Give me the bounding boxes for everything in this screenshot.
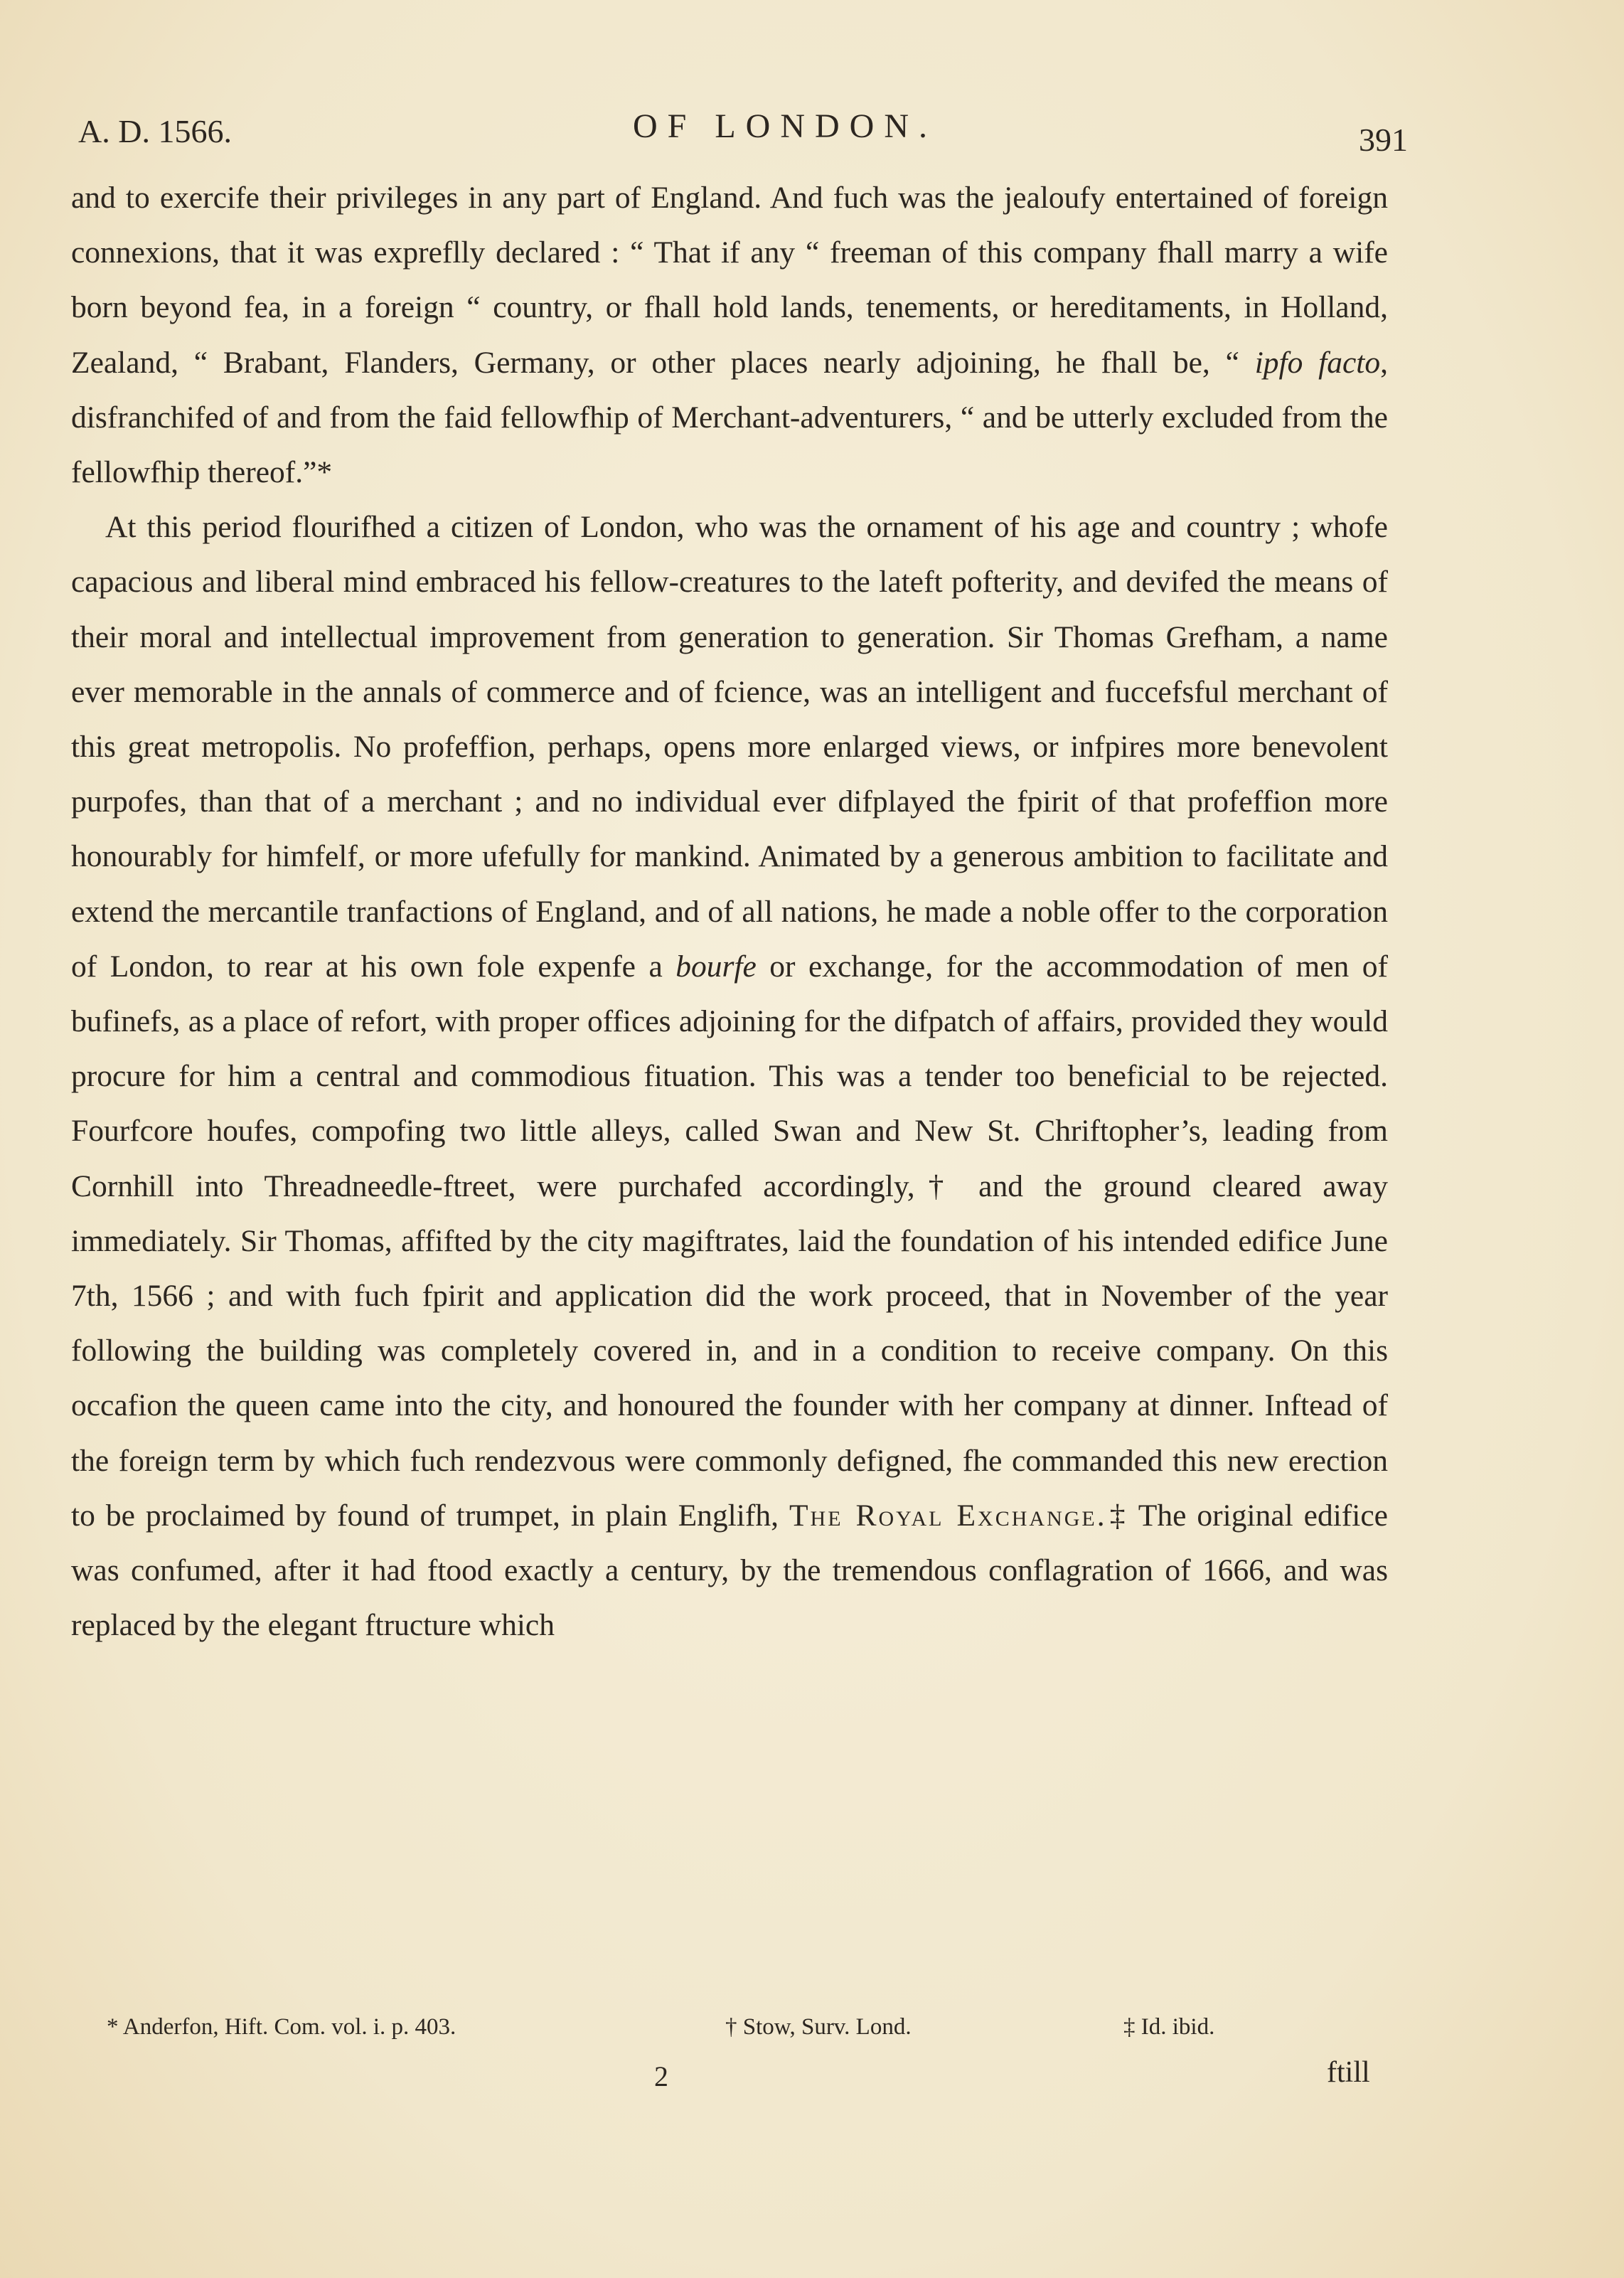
text-run: or exchange, for the accommodation of men of bufinefs, as a place of refort, with proper offices adjoining for the difpatch of affairs, provided they would procure for him a central and commodious fituation. This was a tender too beneficial to be rejected. Fourfcore houfes, compofing two little alleys, called Swan and New St. Chriftopher’s, leading from Cornhill into Threadneedle-ftreet, were purchafed accordingly,† and the ground cleared away immediately. Sir Thomas, affifted by the city magiftrates, laid the foundation of his intended edifice June 7th, 1566 ; and with fuch fpirit and application did the work proceed, that in November of the year following the building was completely covered in, and in a condition to receive company. On this occafion the queen came into the city, and honoured the founder with her company at dinner. Inftead of the foreign term by which fuch rendezvous were commonly defigned, fhe commanded this new erection to be proclaimed by found of trumpet, in plain Englifh,: [71, 949, 1388, 1533]
footnotes: [107, 2014, 1280, 2050]
small-caps-run: The Royal Exchange.: [789, 1498, 1107, 1533]
footnote-3: ‡ Id. ibid.: [1123, 2014, 1215, 2040]
page-number: 391: [1359, 122, 1408, 158]
body-text: [71, 171, 1388, 1653]
italic-run: bourfe: [675, 949, 757, 984]
footnote-2: † Stow, Surv. Lond.: [725, 2014, 912, 2040]
text-run: At this period flourifhed a citizen of London, who was the ornament of his age and country ; whofe capacious and liberal mind embraced his fellow-creatures to the lateft pofterity, and devifed the means of their moral and intellectual improvement from generation to generation. Sir Thomas Grefham, a name ever memorable in the annals of commerce and of fcience, was an intelligent and fuccefsful merchant of this great metropolis. No profeffion, perhaps, opens more enlarged views, or infpires more benevolent purpofes, than that of a merchant ; and no individual ever difplayed the fpirit of that profeffion more honourably for himfelf, or more ufefully for mankind. Animated by a generous ambition to facilitate and extend the mercantile tranfactions of England, and of all nations, he made a noble offer to the corporation of London, to rear at his own fole expenfe a: [71, 510, 1388, 984]
italic-run: ipfo facto: [1254, 345, 1381, 380]
signature-mark: 2: [654, 2060, 668, 2092]
text-run: , disfranchifed of and from the faid fellowfhip of Merchant-adventurers, “ and be utterly excluded from the fellowfhip thereof.”*: [71, 345, 1389, 490]
catchword: ftill: [1327, 2056, 1370, 2089]
text-run: ‡ The original edifice was confumed, after it had ftood exactly a century, by the tremendous conflagration of 1666, and was replaced by the elegant ftructure which: [71, 1498, 1388, 1643]
header-date: A. D. 1566.: [78, 113, 232, 149]
running-header: [78, 107, 1408, 156]
paragraph: [71, 171, 1388, 500]
header-title: OF LONDON.: [633, 107, 937, 145]
footnote-1: * Anderfon, Hift. Com. vol. i. p. 403.: [107, 2014, 456, 2040]
paragraph: [71, 500, 1388, 1653]
text-run: and to exercife their privileges in any part of England. And fuch was the jealoufy entertained of foreign connexions, that it was expreflly declared : “ That if any “ freeman of this company fhall marry a wife born beyond fea, in a foreign “ country, or fhall hold lands, tenements, or hereditaments, in Holland, Zealand, “ Brabant, Flanders, Germany, or other places nearly adjoining, he fhall be, “: [71, 181, 1388, 380]
